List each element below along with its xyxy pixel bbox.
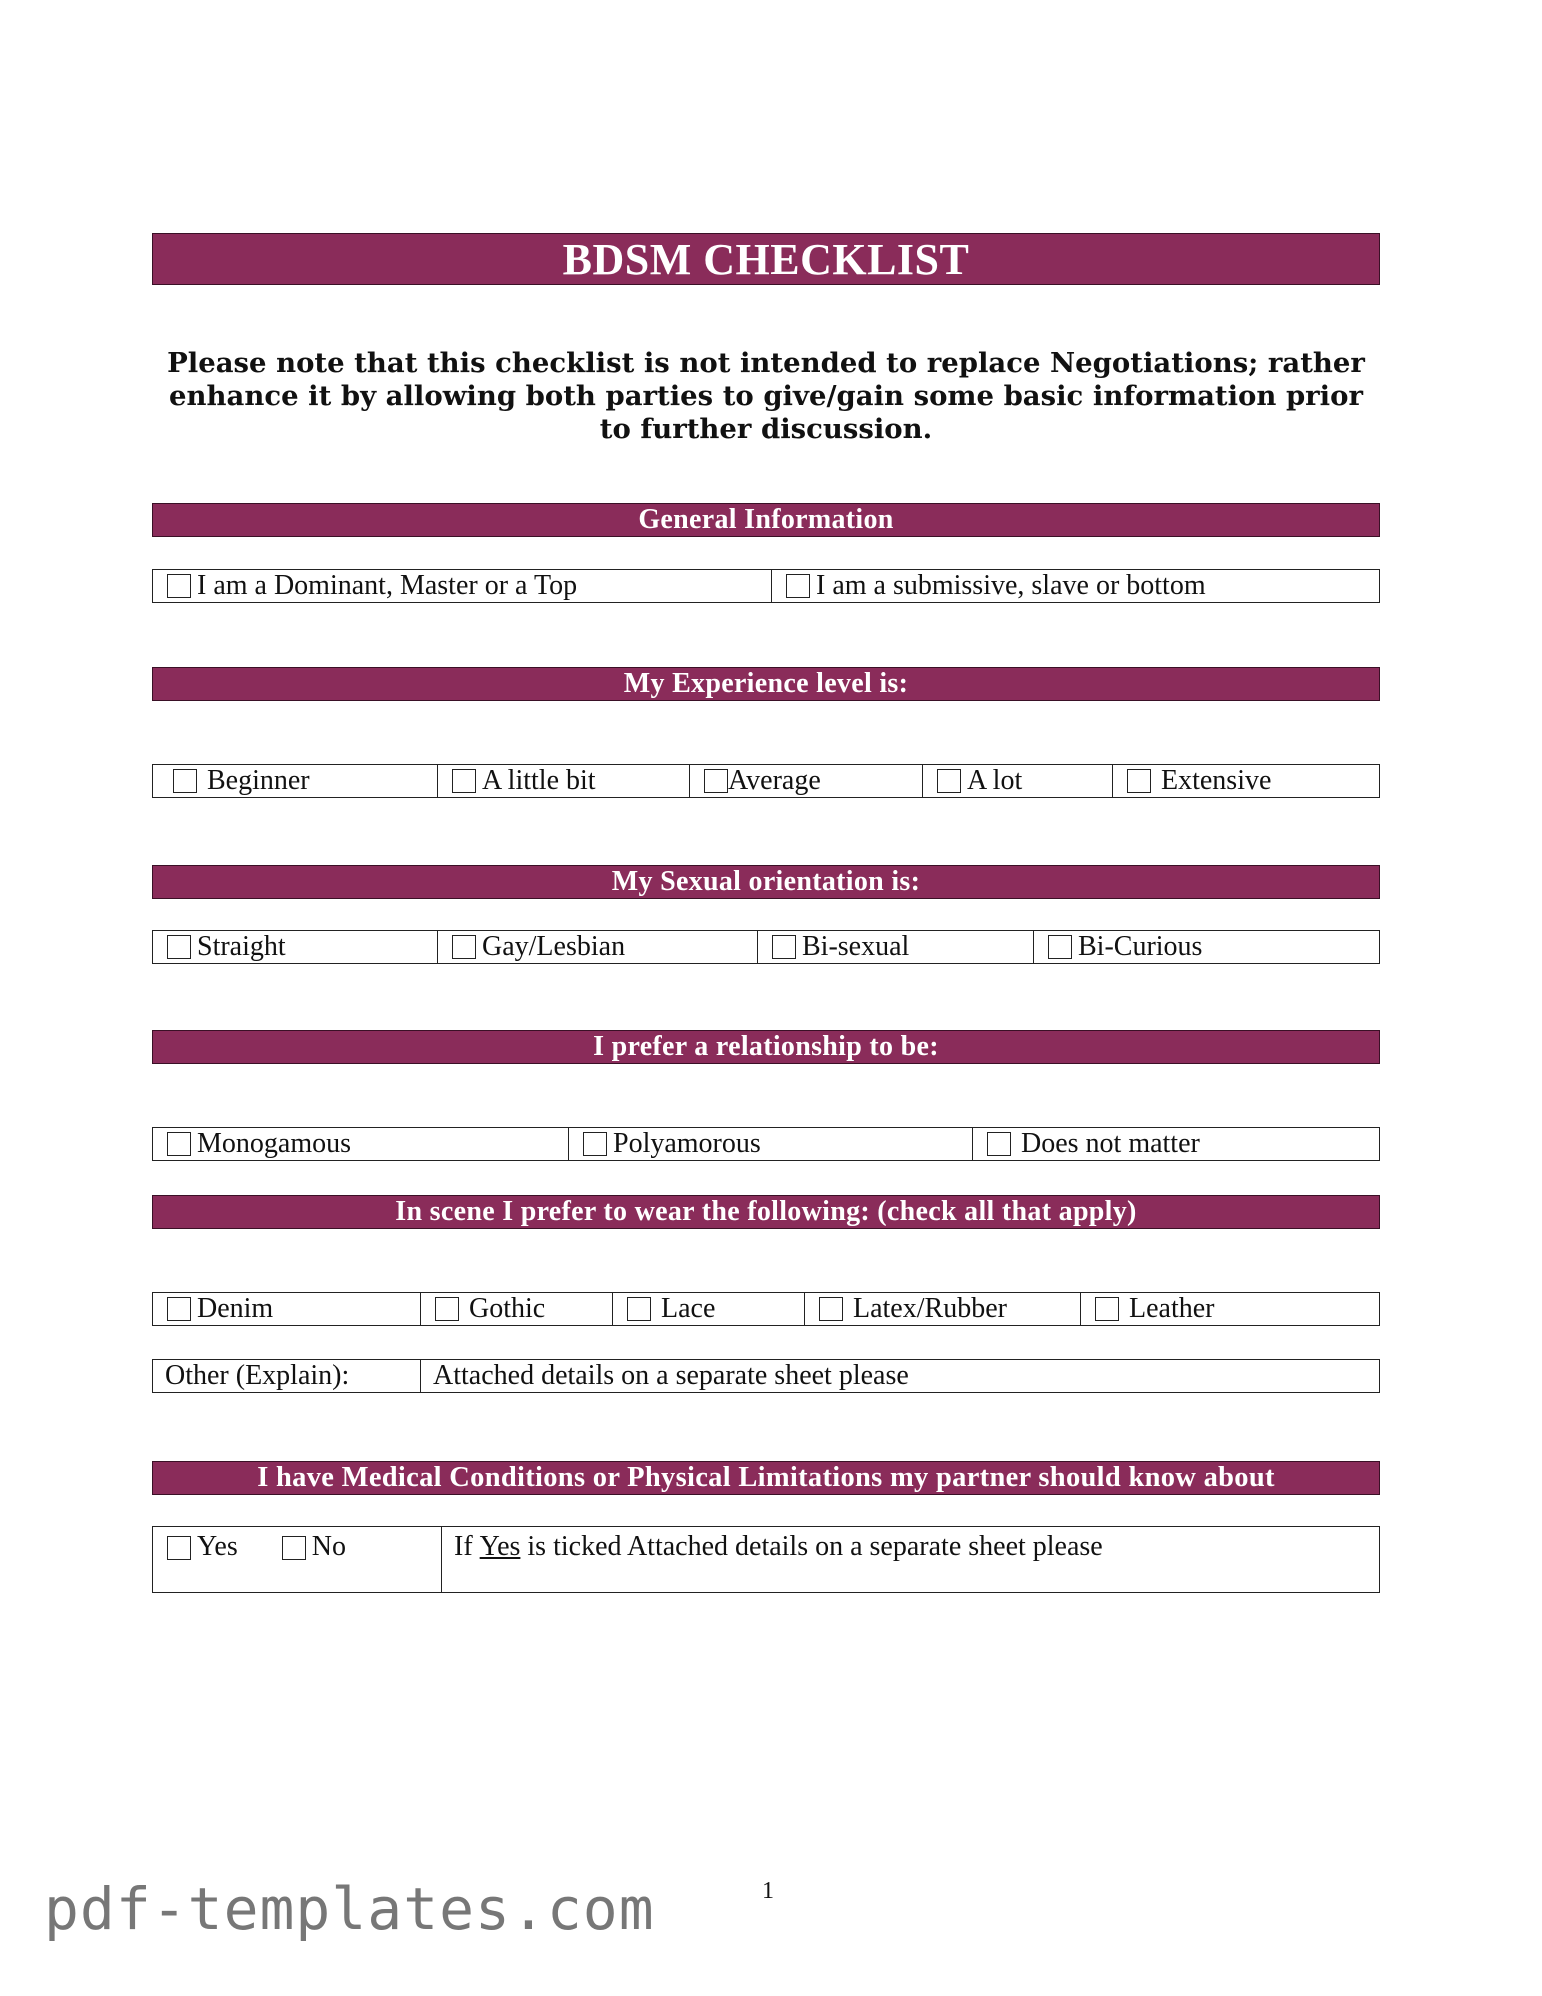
option-label: Extensive [1161,765,1272,796]
option-label: A little bit [482,765,596,796]
page-number: 1 [762,1878,774,1904]
option-submissive[interactable] [772,570,1379,602]
option-extensive[interactable] [1113,765,1379,797]
option-label: Monogamous [197,1128,351,1159]
option-monogamous[interactable] [153,1128,569,1160]
relationship-options-row [152,1127,1380,1161]
checkbox-a-little-bit[interactable] [452,769,476,793]
checkbox-polyamorous[interactable] [583,1132,607,1156]
option-label: I am a Dominant, Master or a Top [197,570,578,601]
option-label: Does not matter [1021,1128,1200,1159]
section-medical-heading: I have Medical Conditions or Physical Limitations my partner should know about [152,1461,1380,1495]
wear-options-row [152,1292,1380,1326]
medical-yes-no [153,1527,442,1592]
option-label: Straight [197,931,286,962]
checkbox-does-not-matter[interactable] [987,1132,1011,1156]
option-label: Gay/Lesbian [482,931,626,962]
option-label: Lace [661,1293,716,1324]
checkbox-average[interactable] [704,769,728,793]
option-label: A lot [967,765,1023,796]
section-relationship-heading: I prefer a relationship to be: [152,1030,1380,1064]
orientation-options-row [152,930,1380,964]
checkbox-gay-lesbian[interactable] [452,935,476,959]
checkbox-submissive[interactable] [786,574,810,598]
medical-detail-prefix: If [454,1531,473,1562]
option-label: Leather [1129,1293,1215,1324]
section-experience-heading: My Experience level is: [152,667,1380,701]
option-bi-curious[interactable] [1034,931,1379,963]
checkbox-lace[interactable] [627,1297,651,1321]
checkbox-monogamous[interactable] [167,1132,191,1156]
option-a-lot[interactable] [923,765,1113,797]
option-does-not-matter[interactable] [973,1128,1379,1160]
option-denim[interactable] [153,1293,421,1325]
medical-details-field[interactable] [442,1527,1379,1592]
other-explain-field[interactable]: Attached details on a separate sheet please [433,1360,909,1391]
option-gay-lesbian[interactable] [438,931,758,963]
option-a-little-bit[interactable] [438,765,690,797]
option-label: Bi-sexual [802,931,910,962]
checkbox-medical-yes[interactable] [167,1536,191,1560]
option-bi-sexual[interactable] [758,931,1034,963]
checkbox-extensive[interactable] [1127,769,1151,793]
option-leather[interactable] [1081,1293,1379,1325]
other-explain-label: Other (Explain): [153,1360,421,1392]
option-average[interactable] [690,765,923,797]
checkbox-bi-sexual[interactable] [772,935,796,959]
option-label: Bi-Curious [1078,931,1203,962]
general-options-row [152,569,1380,603]
option-label: Average [728,765,821,796]
medical-detail-suffix: is ticked Attached details on a separate sheet please [527,1531,1103,1562]
option-gothic[interactable] [421,1293,613,1325]
option-label: Denim [197,1293,274,1324]
medical-yes-label: Yes [197,1531,238,1562]
checkbox-a-lot[interactable] [937,769,961,793]
option-latex-rubber[interactable] [805,1293,1081,1325]
medical-no-label: No [311,1531,346,1562]
option-lace[interactable] [613,1293,805,1325]
option-dominant[interactable] [153,570,772,602]
option-beginner[interactable] [153,765,438,797]
watermark: pdf-templates.com [44,1875,655,1943]
option-polyamorous[interactable] [569,1128,973,1160]
option-straight[interactable] [153,931,438,963]
checkbox-medical-no[interactable] [282,1536,306,1560]
option-label: I am a submissive, slave or bottom [816,570,1206,601]
experience-options-row [152,764,1380,798]
intro-note: Please note that this checklist is not intended to replace Negotiations; rather enhance it by allowing both parties to give/gain some basic information prior to further discussion. [167,347,1365,445]
option-label: Latex/Rubber [853,1293,1007,1324]
medical-row [152,1526,1380,1593]
document-title: BDSM CHECKLIST [152,233,1380,285]
section-general-heading: General Information [152,503,1380,537]
checkbox-leather[interactable] [1095,1297,1119,1321]
option-label: Beginner [207,765,310,796]
wear-other-row [152,1359,1380,1393]
section-wear-heading: In scene I prefer to wear the following: (check all that apply) [152,1195,1380,1229]
checkbox-beginner[interactable] [173,769,197,793]
checkbox-bi-curious[interactable] [1048,935,1072,959]
section-orientation-heading: My Sexual orientation is: [152,865,1380,899]
checkbox-denim[interactable] [167,1297,191,1321]
option-label: Gothic [469,1293,546,1324]
checkbox-gothic[interactable] [435,1297,459,1321]
checkbox-latex-rubber[interactable] [819,1297,843,1321]
medical-detail-yes: Yes [479,1531,521,1562]
checkbox-dominant[interactable] [167,574,191,598]
checkbox-straight[interactable] [167,935,191,959]
option-label: Polyamorous [613,1128,761,1159]
